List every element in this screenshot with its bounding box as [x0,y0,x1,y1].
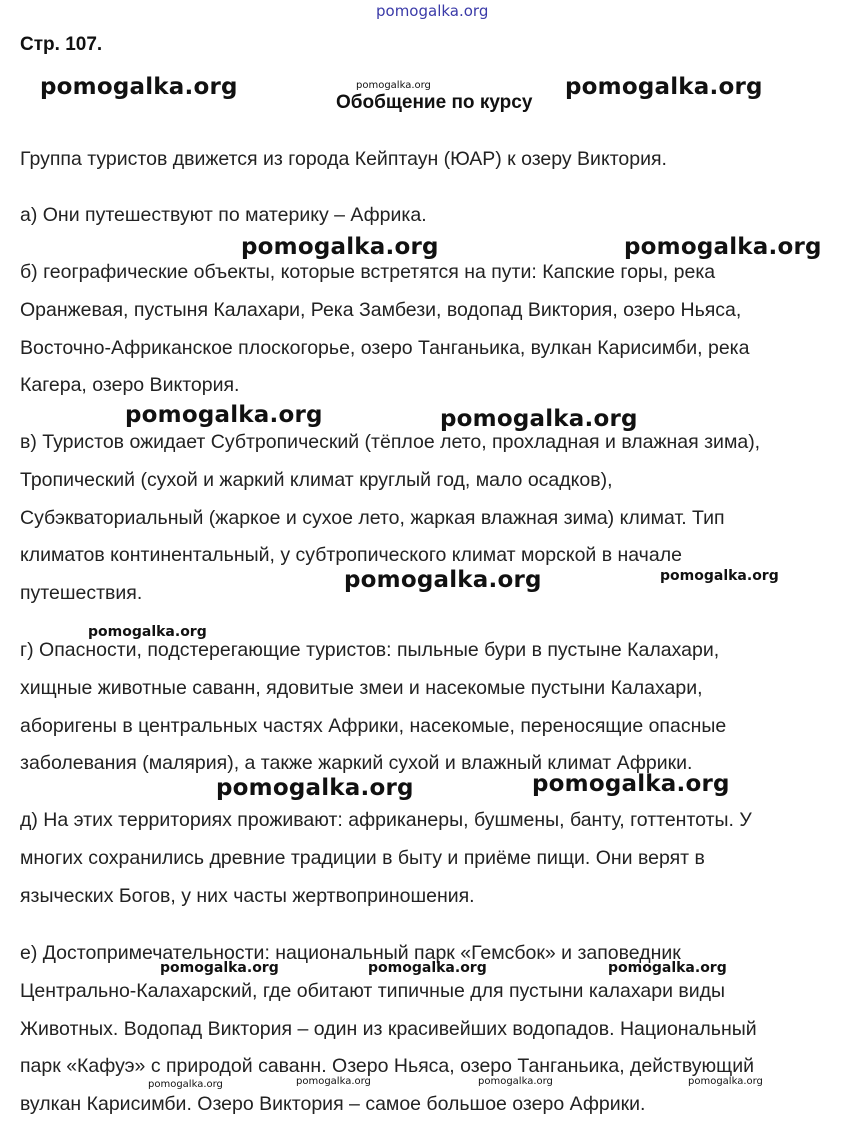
paragraph-v: в) Туристов ожидает Субтропический (тёплое лето, прохладная и влажная зима), Тропический (сухой и жаркий климат круглый год, мало осадков), Субэкваториальный (жаркое и сухое лето, жаркая влажная зима) климат. Тип климатов континентальный, у субтропического климат морской в начале путешествия. [20,431,761,605]
watermark: pomogalka.org [344,567,542,593]
top-watermark: pomogalka.org [376,2,489,20]
watermark: pomogalka.org [565,74,763,100]
watermark: pomogalka.org [478,1076,553,1087]
paragraph-a: а) Они путешествуют по материку – Африка. [20,204,427,226]
watermark: pomogalka.org [216,775,414,801]
paragraph-b: б) географические объекты, которые встретятся на пути: Капские горы, река Оранжевая, пустыня Калахари, Река Замбези, водопад Виктория, озеро Ньяса, Восточно-Африканское плоскогорье, озеро Танганьика, вулкан Карисимби, река Кагера, озеро Виктория. [20,261,750,397]
watermark: pomogalka.org [368,960,487,976]
watermark: pomogalka.org [296,1076,371,1087]
watermark: pomogalka.org [624,234,822,260]
watermark: pomogalka.org [40,74,238,100]
paragraph-d: д) На этих территориях проживают: африканеры, бушмены, банту, готтентоты. У многих сохранились древние традиции в быту и приёме пищи. Они верят в языческих Богов, у них часты жертвоприношения. [20,809,752,907]
watermark: pomogalka.org [148,1079,223,1090]
page-number: Стр. 107. [20,34,103,55]
page-title: Обобщение по курсу [336,92,533,113]
watermark: pomogalka.org [241,234,439,260]
watermark: pomogalka.org [356,80,431,91]
watermark: pomogalka.org [125,402,323,428]
paragraph-intro: Группа туристов движется из города Кейптаун (ЮАР) к озеру Виктория. [20,148,667,170]
watermark: pomogalka.org [160,960,279,976]
watermark: pomogalka.org [608,960,727,976]
watermark: pomogalka.org [440,406,638,432]
paragraph-g: г) Опасности, подстерегающие туристов: пыльные бури в пустыне Калахари, хищные животные саванн, ядовитые змеи и насекомые пустыни Калахари, аборигены в центральных частях Африки, насекомые, переносящие опасные заболевания (малярия), а также жаркий сухой и влажный климат Африки. [20,639,727,775]
watermark: pomogalka.org [688,1076,763,1087]
watermark: pomogalka.org [660,568,779,584]
watermark: pomogalka.org [532,771,730,797]
watermark: pomogalka.org [88,624,207,640]
paragraph-e: е) Достопримечательности: национальный парк «Гемсбок» и заповедник Центрально-Калахарский, где обитают типичные для пустыни калахари виды Животных. Водопад Виктория – один из красивейших водопадов. Национальный парк «Кафуэ» с природой саванн. Озеро Ньяса, озеро Танганьика, действующий вулкан Карисимби. Озеро Виктория – самое большое озеро Африки. [20,942,757,1116]
